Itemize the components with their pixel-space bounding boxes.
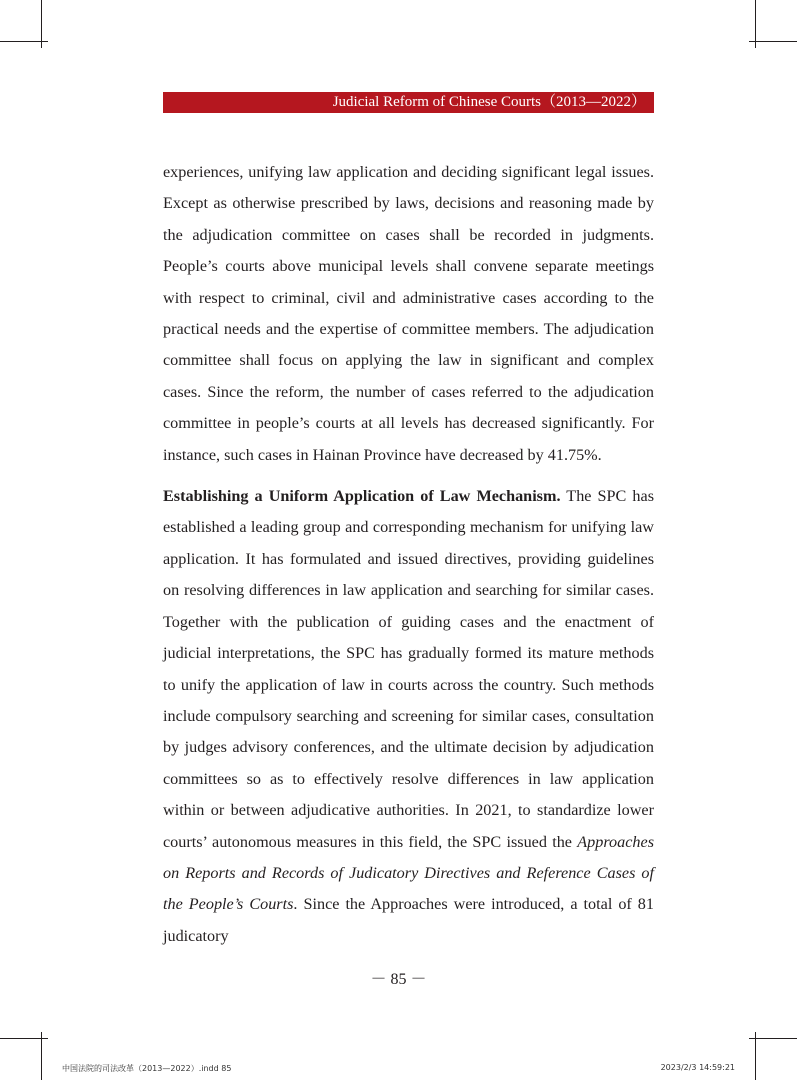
running-header-bar [163,92,654,113]
crop-mark-bottom-left-v [41,1032,42,1080]
page-number: － 85 － [370,971,427,988]
print-slug-filename: 中国法院的司法改革（2013—2022）.indd 85 [62,1064,232,1073]
crop-mark-bottom-right-h [749,1038,797,1039]
paragraph-text: The SPC has established a leading group and corresponding mechanism for unifying law application. It has formulated and issued directives, providing guidelines on resolving differences in law application and searching for similar cases. Together with the publication of guiding cases and the enactment of judicial interpretations, the SPC has gradually formed its mature methods to unify the application of law in courts across the country. Such methods include compulsory searching and screening for similar cases, consultation by judges advisory conferences, and the ultimate decision by adjudication committees so as to effectively resolve differences in law application within or between adjudicative authorities. In 2021, to standardize lower courts’ autonomous measures in this field, the SPC issued the [163,487,654,851]
crop-mark-top-left-h [0,41,48,42]
running-header-title: Judicial Reform of Chinese Courts（2013—2022） [332,94,646,110]
paragraph-text: experiences, unifying law application and deciding significant legal issues. Except as otherwise prescribed by laws, decisions and reasoning made by the adjudication committee on cases shall be recorded in judgments. People’s courts above municipal levels shall convene separate meetings with respect to criminal, civil and administrative cases according to the practical needs and the expertise of committee members. The adjudication committee shall focus on applying the law in significant and complex cases. Since the reform, the number of cases referred to the adjudication committee in people’s courts at all levels has decreased significantly. For instance, such cases in Hainan Province have decreased by 41.75%. [163,163,654,464]
crop-mark-bottom-left-h [0,1038,48,1039]
paragraph-heading: Establishing a Uniform Application of Law Mechanism. [163,487,561,506]
print-slug-timestamp: 2023/2/3 14:59:21 [660,1063,735,1072]
paragraph-text-end: . Since the Approaches were introduced, a total of 81 judicatory [163,895,654,945]
crop-mark-top-right-h [749,41,797,42]
paragraph [163,157,654,471]
document-title: Approaches on Reports and Records of Judicatory Directives and Reference Cases of the People’s Courts [163,832,654,914]
paragraph [163,481,654,952]
crop-mark-bottom-right-v [755,1032,756,1080]
body-text [163,157,654,952]
